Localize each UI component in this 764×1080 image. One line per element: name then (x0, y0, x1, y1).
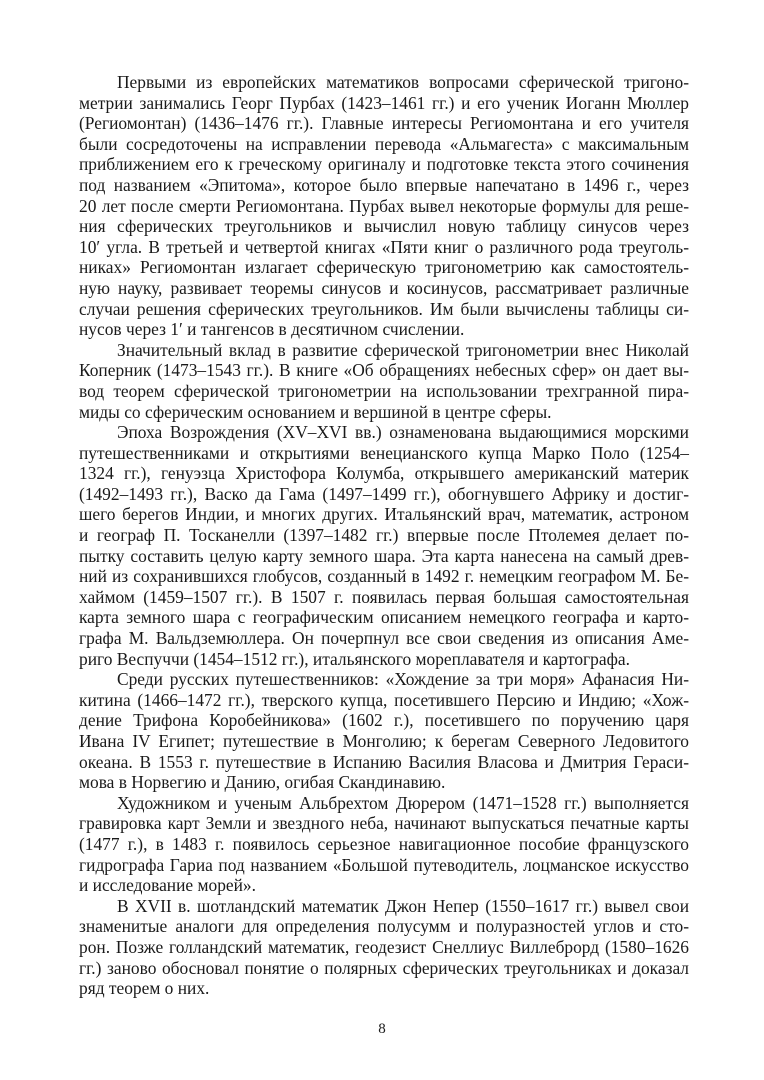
text-line: знаменитые аналоги для определения полусумм и полуразностей углов и сто- (79, 916, 689, 937)
text-line: риго Веспуччи (1454–1512 гг.), итальянского мореплавателя и картографа. (79, 648, 630, 669)
text-line: Первыми из европейских математиков вопросами сферической тригоно- (117, 72, 689, 92)
paragraph (79, 72, 689, 340)
text-line: вод теорем сферической тригонометрии на использовании трехгранной пира- (79, 380, 689, 401)
text-line: шего берегов Индии, и многих других. Итальянский врач, математик, астроном (79, 504, 689, 525)
text-line: (1492–1493 гг.), Васко да Гама (1497–1499 гг.), обогнувшего Африку и достиг- (79, 483, 689, 504)
paragraph (79, 793, 689, 896)
text-line: приближением его к греческому оригиналу и подготовке текста этого сочинения (79, 154, 689, 175)
text-line: гидрографа Гариа под названием «Большой путеводитель, лоцманское искусство (79, 854, 689, 875)
text-line: (Региомонтан) (1436–1476 гг.). Главные интересы Региомонтана и его учителя (79, 113, 689, 134)
text-line: дение Трифона Коробейникова» (1602 г.), посетившего по поручению царя (79, 710, 689, 731)
text-line: мова в Норвегию и Данию, огибая Скандинавию. (79, 772, 446, 793)
text-line: гравировка карт Земли и звездного неба, начинают выпускаться печатные карты (79, 813, 689, 834)
text-line: были сосредоточены на исправлении перевода «Альмагеста» с максимальным (79, 133, 689, 154)
text-line: Ивана IV Египет; путешествие в Монголию; к берегам Северного Ледовитого (79, 731, 689, 751)
text-line: пытку составить целую карту земного шара. Эта карта нанесена на самый древ- (79, 545, 689, 566)
text-line: 20 лет после смерти Региомонтана. Пурбах вывел некоторые формулы для реше- (79, 195, 689, 216)
paragraph (79, 896, 689, 999)
text-line: под названием «Эпитома», которое было впервые напечатано в 1496 г., через (79, 174, 689, 195)
text-line: и исследование морей». (79, 875, 256, 896)
text-line: хаймом (1459–1507 гг.). В 1507 г. появилась первая большая самостоятельная (79, 586, 689, 607)
page-number: 8 (378, 1021, 386, 1037)
text-line: ний из сохранившихся глобусов, созданный в 1492 г. немецким географом М. Бе- (79, 566, 689, 587)
paragraph (79, 340, 689, 422)
text-line: Значительный вклад в развитие сферической тригонометрии внес Николай (117, 339, 689, 360)
text-line: китина (1466–1472 гг.), тверского купца, посетившего Персию и Индию; «Хож- (79, 689, 689, 710)
text-line: метрии занимались Георг Пурбах (1423–1461 гг.) и его ученик Иоганн Мюллер (79, 92, 689, 113)
text-line: Художником и ученым Альбрехтом Дюрером (1471–1528 гг.) выполняется (117, 792, 689, 813)
text-line: случаи решения сферических треугольников. Им были вычислены таблицы си- (79, 298, 689, 319)
body-text (79, 72, 689, 999)
text-line: никах» Региомонтан излагает сферическую тригонометрию как самостоятель- (79, 257, 689, 278)
text-line: гг.) заново обосновал понятие о полярных сферических треугольниках и доказал (79, 957, 689, 978)
text-line: Среди русских путешественников: «Хождение за три моря» Афанасия Ни- (117, 669, 689, 690)
text-line: графа М. Вальдземюллера. Он почерпнул все свои сведения из описания Аме- (79, 628, 689, 649)
paragraph (79, 669, 689, 793)
text-line: ния сферических треугольников и вычислил новую таблицу синусов через (79, 216, 689, 237)
text-line: Коперник (1473–1543 гг.). В книге «Об обращениях небесных сфер» он дает вы- (79, 360, 689, 381)
text-line: (1477 г.), в 1483 г. появилось серьезное навигационное пособие французского (79, 833, 689, 854)
text-line: карта земного шара с географическим описанием немецкого географа и карто- (79, 607, 689, 628)
text-line: и географ П. Тосканелли (1397–1482 гг.) впервые после Птолемея делает по- (79, 525, 689, 546)
text-line: В XVII в. шотландский математик Джон Непер (1550–1617 гг.) вывел свои (117, 895, 689, 916)
text-line: 10′ угла. В третьей и четвертой книгах «Пяти книг о различного рода треуголь- (79, 236, 689, 257)
text-line: 1324 гг.), генуэзца Христофора Колумба, открывшего американский материк (79, 463, 689, 484)
text-line: путешественниками и открытиями венецианского купца Марко Поло (1254– (79, 442, 689, 463)
paragraph (79, 422, 689, 669)
text-line: ную науку, развивает теоремы синусов и косинусов, рассматривает различные (79, 277, 689, 298)
text-line: Эпоха Возрождения (XV–XVI вв.) ознаменована выдающимися морскими (117, 422, 689, 443)
text-line: океана. В 1553 г. путешествие в Испанию Василия Власова и Дмитрия Гераси- (79, 751, 689, 772)
text-line: миды со сферическим основанием и вершиной в центре сферы. (79, 401, 552, 422)
text-line: нусов через 1′ и тангенсов в десятичном счислении. (79, 319, 465, 340)
text-line: рон. Позже голландский математик, геодезист Снеллиус Виллеброрд (1580–1626 (79, 936, 689, 957)
text-line: ряд теорем о них. (79, 978, 210, 999)
